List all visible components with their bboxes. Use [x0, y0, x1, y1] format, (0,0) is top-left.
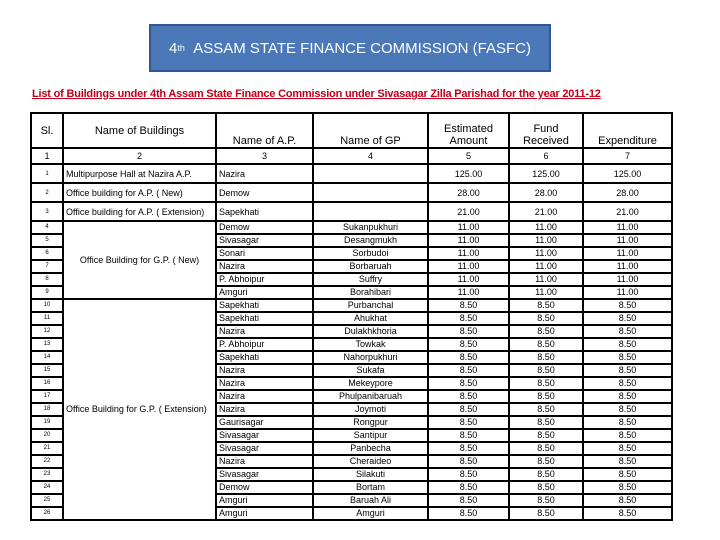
commission-title	[149, 24, 551, 72]
column-number: 3	[216, 148, 313, 164]
estimated-cell: 11.00	[428, 260, 509, 273]
serial-cell: 13	[31, 338, 63, 351]
estimated-cell: 8.50	[428, 312, 509, 325]
header-fund: Fund Received	[509, 113, 583, 148]
estimated-cell: 11.00	[428, 273, 509, 286]
expenditure-cell: 8.50	[583, 455, 672, 468]
ap-cell: P. Abhoipur	[216, 338, 313, 351]
header-expenditure: Expenditure	[583, 113, 672, 148]
building-cell: Multipurpose Hall at Nazira A.P.	[63, 164, 216, 183]
serial-cell: 14	[31, 351, 63, 364]
serial-cell: 18	[31, 403, 63, 416]
ap-cell: Demow	[216, 481, 313, 494]
title-ordinal: 4	[168, 39, 178, 57]
gp-cell: Desangmukh	[313, 234, 428, 247]
fund-cell: 8.50	[509, 416, 583, 429]
gp-cell	[313, 164, 428, 183]
serial-cell: 8	[31, 273, 63, 286]
serial-cell: 24	[31, 481, 63, 494]
gp-cell: Ahukhat	[313, 312, 428, 325]
fund-cell: 11.00	[509, 286, 583, 299]
ap-cell: Gaurisagar	[216, 416, 313, 429]
ap-cell: Sivasagar	[216, 234, 313, 247]
title-text: ASSAM STATE FINANCE COMMISSION (FASFC)	[193, 39, 531, 57]
estimated-cell: 11.00	[428, 234, 509, 247]
expenditure-cell: 8.50	[583, 338, 672, 351]
fund-cell: 8.50	[509, 507, 583, 520]
expenditure-cell: 8.50	[583, 494, 672, 507]
ap-cell: P. Abhoipur	[216, 273, 313, 286]
estimated-cell: 8.50	[428, 351, 509, 364]
fund-cell: 8.50	[509, 312, 583, 325]
ap-cell: Sivasagar	[216, 442, 313, 455]
ap-cell: Sivasagar	[216, 468, 313, 481]
estimated-cell: 8.50	[428, 390, 509, 403]
gp-cell	[313, 183, 428, 202]
serial-cell: 25	[31, 494, 63, 507]
table-row	[31, 183, 672, 202]
ap-cell: Nazira	[216, 325, 313, 338]
estimated-cell: 11.00	[428, 247, 509, 260]
expenditure-cell: 11.00	[583, 286, 672, 299]
fund-cell: 28.00	[509, 183, 583, 202]
serial-cell: 21	[31, 442, 63, 455]
title-ordinal-suffix: th	[177, 43, 185, 53]
ap-cell: Sivasagar	[216, 429, 313, 442]
ap-cell: Amguri	[216, 286, 313, 299]
gp-cell: Sukanpukhuri	[313, 221, 428, 234]
gp-cell: Mekeypore	[313, 377, 428, 390]
fund-cell: 11.00	[509, 221, 583, 234]
gp-cell: Nahorpukhuri	[313, 351, 428, 364]
ap-cell: Sapekhati	[216, 202, 313, 221]
serial-cell: 17	[31, 390, 63, 403]
estimated-cell: 28.00	[428, 183, 509, 202]
column-number: 1	[31, 148, 63, 164]
ap-cell: Nazira	[216, 260, 313, 273]
serial-cell: 4	[31, 221, 63, 234]
estimated-cell: 8.50	[428, 364, 509, 377]
serial-cell: 15	[31, 364, 63, 377]
fund-cell: 8.50	[509, 442, 583, 455]
gp-cell: Sorbudoi	[313, 247, 428, 260]
ap-cell: Nazira	[216, 455, 313, 468]
ap-cell: Demow	[216, 183, 313, 202]
ap-cell: Nazira	[216, 390, 313, 403]
serial-cell: 6	[31, 247, 63, 260]
serial-cell: 26	[31, 507, 63, 520]
estimated-cell: 11.00	[428, 221, 509, 234]
column-number: 6	[509, 148, 583, 164]
fund-cell: 11.00	[509, 234, 583, 247]
estimated-cell: 8.50	[428, 455, 509, 468]
estimated-cell: 11.00	[428, 286, 509, 299]
ap-cell: Sonari	[216, 247, 313, 260]
gp-cell: Rongpur	[313, 416, 428, 429]
estimated-cell: 21.00	[428, 202, 509, 221]
serial-cell: 12	[31, 325, 63, 338]
gp-cell: Amguri	[313, 507, 428, 520]
header-building: Name of Buildings	[63, 113, 216, 148]
gp-cell: Baruah Ali	[313, 494, 428, 507]
ap-cell: Nazira	[216, 164, 313, 183]
table-row	[31, 202, 672, 221]
gp-cell: Silakuti	[313, 468, 428, 481]
estimated-cell: 8.50	[428, 299, 509, 312]
estimated-cell: 8.50	[428, 442, 509, 455]
gp-cell: Bortam	[313, 481, 428, 494]
serial-cell: 16	[31, 377, 63, 390]
fund-cell: 8.50	[509, 338, 583, 351]
estimated-cell: 8.50	[428, 403, 509, 416]
column-number: 4	[313, 148, 428, 164]
ap-cell: Sapekhati	[216, 351, 313, 364]
header-ap: Name of A.P.	[216, 113, 313, 148]
expenditure-cell: 125.00	[583, 164, 672, 183]
gp-cell	[313, 202, 428, 221]
fund-cell: 8.50	[509, 390, 583, 403]
serial-cell: 2	[31, 183, 63, 202]
fund-cell: 125.00	[509, 164, 583, 183]
expenditure-cell: 11.00	[583, 247, 672, 260]
header-estimated: Estimated Amount	[428, 113, 509, 148]
expenditure-cell: 8.50	[583, 403, 672, 416]
fund-cell: 8.50	[509, 364, 583, 377]
gp-cell: Panbecha	[313, 442, 428, 455]
expenditure-cell: 8.50	[583, 481, 672, 494]
table-row	[31, 164, 672, 183]
serial-cell: 23	[31, 468, 63, 481]
fund-cell: 8.50	[509, 377, 583, 390]
serial-cell: 22	[31, 455, 63, 468]
fund-cell: 8.50	[509, 455, 583, 468]
fund-cell: 11.00	[509, 247, 583, 260]
gp-cell: Cheraideo	[313, 455, 428, 468]
gp-cell: Joymoti	[313, 403, 428, 416]
serial-cell: 10	[31, 299, 63, 312]
ap-cell: Amguri	[216, 507, 313, 520]
expenditure-cell: 11.00	[583, 221, 672, 234]
expenditure-cell: 11.00	[583, 273, 672, 286]
fund-cell: 8.50	[509, 429, 583, 442]
expenditure-cell: 8.50	[583, 429, 672, 442]
ap-cell: Nazira	[216, 364, 313, 377]
table-row	[31, 221, 672, 234]
serial-cell: 9	[31, 286, 63, 299]
ap-cell: Sapekhati	[216, 299, 313, 312]
fund-cell: 11.00	[509, 260, 583, 273]
ap-cell: Demow	[216, 221, 313, 234]
gp-cell: Sukafa	[313, 364, 428, 377]
fund-cell: 8.50	[509, 494, 583, 507]
expenditure-cell: 11.00	[583, 234, 672, 247]
gp-cell: Towkak	[313, 338, 428, 351]
estimated-cell: 8.50	[428, 481, 509, 494]
ap-cell: Sapekhati	[216, 312, 313, 325]
header-gp: Name of GP	[313, 113, 428, 148]
fund-cell: 8.50	[509, 351, 583, 364]
gp-cell: Purbanchal	[313, 299, 428, 312]
building-cell: Office building for A.P. ( Extension)	[63, 202, 216, 221]
expenditure-cell: 8.50	[583, 507, 672, 520]
column-number: 2	[63, 148, 216, 164]
estimated-cell: 8.50	[428, 468, 509, 481]
gp-cell: Phulpanibaruah	[313, 390, 428, 403]
expenditure-cell: 28.00	[583, 183, 672, 202]
estimated-cell: 8.50	[428, 377, 509, 390]
serial-cell: 7	[31, 260, 63, 273]
list-subtitle: List of Buildings under 4th Assam State Finance Commission under Sivasagar Zilla Parishad for the year 2011-12	[32, 88, 601, 100]
fund-cell: 8.50	[509, 403, 583, 416]
building-group-cell: Office Building for G.P. ( Extension)	[63, 299, 216, 520]
fund-cell: 8.50	[509, 325, 583, 338]
column-number: 7	[583, 148, 672, 164]
gp-cell: Santipur	[313, 429, 428, 442]
buildings-table	[30, 112, 673, 521]
expenditure-cell: 8.50	[583, 351, 672, 364]
fund-cell: 8.50	[509, 299, 583, 312]
serial-cell: 19	[31, 416, 63, 429]
gp-cell: Dulakhkhoria	[313, 325, 428, 338]
expenditure-cell: 8.50	[583, 299, 672, 312]
expenditure-cell: 21.00	[583, 202, 672, 221]
ap-cell: Nazira	[216, 403, 313, 416]
expenditure-cell: 11.00	[583, 260, 672, 273]
column-number: 5	[428, 148, 509, 164]
column-number-row	[31, 148, 672, 164]
serial-cell: 1	[31, 164, 63, 183]
estimated-cell: 8.50	[428, 429, 509, 442]
expenditure-cell: 8.50	[583, 364, 672, 377]
expenditure-cell: 8.50	[583, 325, 672, 338]
estimated-cell: 8.50	[428, 507, 509, 520]
expenditure-cell: 8.50	[583, 416, 672, 429]
serial-cell: 3	[31, 202, 63, 221]
ap-cell: Nazira	[216, 377, 313, 390]
fund-cell: 8.50	[509, 481, 583, 494]
ap-cell: Amguri	[216, 494, 313, 507]
estimated-cell: 8.50	[428, 325, 509, 338]
gp-cell: Borahibari	[313, 286, 428, 299]
fund-cell: 11.00	[509, 273, 583, 286]
serial-cell: 11	[31, 312, 63, 325]
expenditure-cell: 8.50	[583, 377, 672, 390]
estimated-cell: 8.50	[428, 338, 509, 351]
expenditure-cell: 8.50	[583, 468, 672, 481]
table-row	[31, 299, 672, 312]
fund-cell: 21.00	[509, 202, 583, 221]
estimated-cell: 8.50	[428, 494, 509, 507]
estimated-cell: 8.50	[428, 416, 509, 429]
header-sl: Sl.	[31, 113, 63, 148]
serial-cell: 5	[31, 234, 63, 247]
expenditure-cell: 8.50	[583, 312, 672, 325]
building-group-cell: Office Building for G.P. ( New)	[63, 221, 216, 299]
fund-cell: 8.50	[509, 468, 583, 481]
gp-cell: Borbaruah	[313, 260, 428, 273]
expenditure-cell: 8.50	[583, 442, 672, 455]
expenditure-cell: 8.50	[583, 390, 672, 403]
serial-cell: 20	[31, 429, 63, 442]
estimated-cell: 125.00	[428, 164, 509, 183]
building-cell: Office building for A.P. ( New)	[63, 183, 216, 202]
gp-cell: Suffry	[313, 273, 428, 286]
